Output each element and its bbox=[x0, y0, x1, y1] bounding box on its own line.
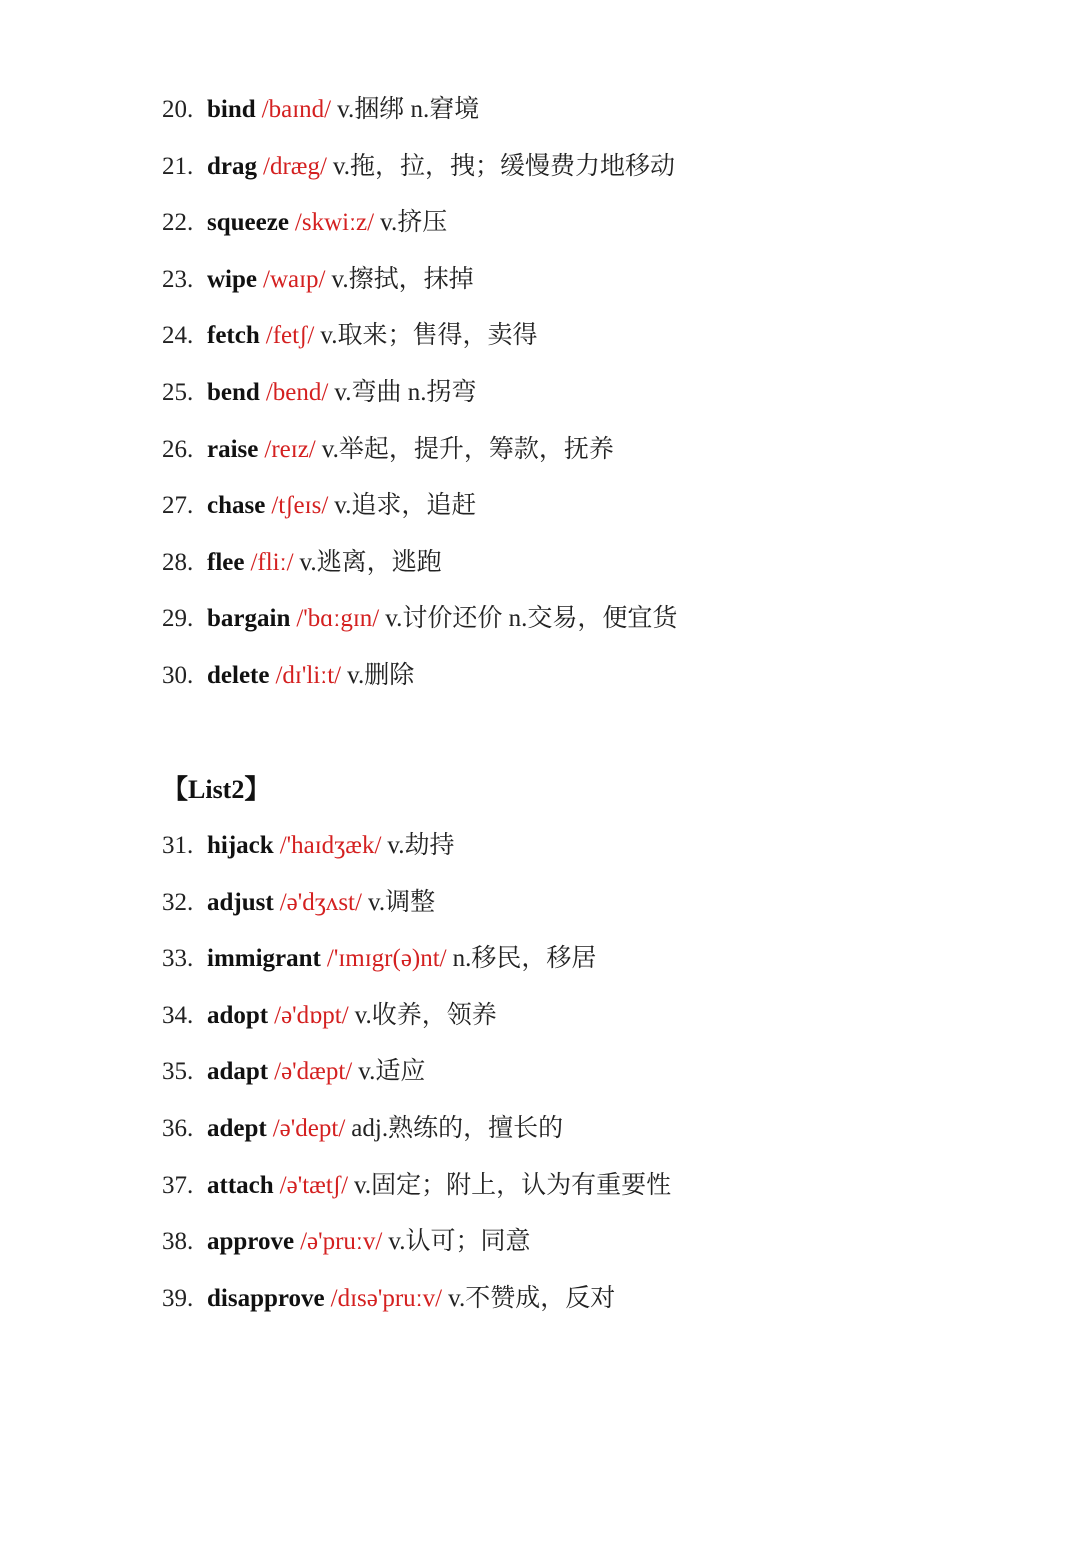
entry-number: 29. bbox=[162, 605, 194, 633]
entry-number: 33. bbox=[162, 945, 194, 973]
entry-definition: v.认可；同意 bbox=[388, 1228, 531, 1256]
vocab-entry bbox=[162, 371, 677, 428]
vocab-entry bbox=[162, 1050, 671, 1107]
entry-phonetic: /bend/ bbox=[265, 378, 329, 406]
entry-phonetic: /skwiːz/ bbox=[294, 209, 375, 237]
entry-word: bargain bbox=[207, 605, 291, 633]
entry-definition: v.调整 bbox=[367, 888, 436, 916]
entry-definition: v.拖，拉，拽；缓慢费力地移动 bbox=[332, 152, 676, 180]
entry-word: raise bbox=[207, 435, 259, 463]
entry-number: 30. bbox=[162, 661, 194, 689]
entry-word: flee bbox=[207, 548, 245, 576]
entry-number: 36. bbox=[162, 1114, 194, 1142]
entry-definition: v.删除 bbox=[347, 661, 415, 689]
entry-word: adopt bbox=[207, 1001, 269, 1029]
entry-word: adjust bbox=[207, 888, 274, 916]
entry-number: 26. bbox=[162, 435, 194, 463]
entry-definition: v.收养，领养 bbox=[354, 1001, 497, 1029]
vocab-entry bbox=[162, 1164, 671, 1221]
entry-phonetic: /ə'dʒʌst/ bbox=[279, 888, 362, 916]
entry-definition: v.取来；售得，卖得 bbox=[320, 322, 538, 350]
entry-phonetic: /'bɑːgɪn/ bbox=[296, 605, 380, 633]
entry-definition: v.举起，提升，筹款，抚养 bbox=[321, 435, 614, 463]
entry-definition: n.移民，移居 bbox=[452, 945, 597, 973]
vocab-entry bbox=[162, 314, 677, 371]
entry-phonetic: /waɪp/ bbox=[263, 265, 326, 293]
entry-word: fetch bbox=[207, 322, 260, 350]
entry-number: 37. bbox=[162, 1171, 194, 1199]
entry-word: adapt bbox=[207, 1058, 269, 1086]
entry-number: 23. bbox=[162, 265, 194, 293]
entry-definition: v.讨价还价 n.交易，便宜货 bbox=[385, 605, 678, 633]
entry-phonetic: /reɪz/ bbox=[264, 435, 316, 463]
entry-number: 34. bbox=[162, 1001, 194, 1029]
entry-phonetic: /'ɪmɪgr(ə)nt/ bbox=[326, 945, 447, 973]
vocab-entry bbox=[162, 201, 677, 258]
entry-word: disapprove bbox=[207, 1284, 325, 1312]
vocab-entry bbox=[162, 654, 677, 711]
vocab-entry bbox=[162, 1220, 671, 1277]
vocab-entry bbox=[162, 428, 677, 485]
entry-number: 38. bbox=[162, 1228, 194, 1256]
entry-definition: v.劫持 bbox=[387, 832, 455, 859]
entry-definition: v.弯曲 n.拐弯 bbox=[334, 378, 477, 406]
vocab-list-1 bbox=[162, 88, 677, 711]
vocab-entry bbox=[162, 881, 671, 938]
list2-heading: 【List2】 bbox=[162, 775, 271, 804]
entry-definition: v.擦拭，抹掉 bbox=[331, 265, 474, 293]
entry-definition: v.逃离，逃跑 bbox=[299, 548, 442, 576]
entry-phonetic: /'haɪdʒæk/ bbox=[279, 832, 382, 859]
entry-definition: v.适应 bbox=[358, 1058, 426, 1086]
entry-phonetic: /tʃeɪs/ bbox=[271, 492, 329, 520]
entry-phonetic: /dɪ'liːt/ bbox=[275, 661, 342, 689]
entry-phonetic: /ə'pruːv/ bbox=[300, 1228, 383, 1256]
entry-number: 22. bbox=[162, 209, 194, 237]
entry-word: chase bbox=[207, 492, 266, 520]
vocab-entry bbox=[162, 1107, 671, 1164]
entry-number: 21. bbox=[162, 152, 194, 180]
entry-definition: v.不赞成，反对 bbox=[448, 1284, 616, 1312]
entry-word: bend bbox=[207, 378, 260, 406]
entry-number: 28. bbox=[162, 548, 194, 576]
entry-number: 25. bbox=[162, 378, 194, 406]
entry-number: 24. bbox=[162, 322, 194, 350]
entry-number: 31. bbox=[162, 832, 194, 859]
entry-phonetic: /ə'dept/ bbox=[272, 1114, 346, 1142]
entry-number: 20. bbox=[162, 96, 194, 123]
entry-word: hijack bbox=[207, 832, 274, 859]
entry-phonetic: /baɪnd/ bbox=[261, 96, 332, 123]
entry-definition: v.追求，追赶 bbox=[334, 492, 477, 520]
entry-definition: v.固定；附上，认为有重要性 bbox=[354, 1171, 672, 1199]
entry-definition: adj.熟练的，擅长的 bbox=[351, 1114, 564, 1142]
entry-word: squeeze bbox=[207, 209, 289, 237]
entry-word: immigrant bbox=[207, 945, 321, 973]
entry-number: 39. bbox=[162, 1284, 194, 1312]
vocab-entry bbox=[162, 597, 677, 654]
vocab-entry bbox=[162, 994, 671, 1051]
entry-number: 32. bbox=[162, 888, 194, 916]
entry-phonetic: /fliː/ bbox=[250, 548, 294, 576]
entry-definition: v.捆绑 n.窘境 bbox=[337, 96, 480, 123]
vocab-list-2 bbox=[162, 824, 671, 1333]
vocab-entry bbox=[162, 541, 677, 598]
vocab-entry bbox=[162, 484, 677, 541]
entry-word: wipe bbox=[207, 265, 257, 293]
entry-word: approve bbox=[207, 1228, 295, 1256]
vocab-entry bbox=[162, 258, 677, 315]
entry-word: attach bbox=[207, 1171, 274, 1199]
entry-word: drag bbox=[207, 152, 257, 180]
entry-number: 27. bbox=[162, 492, 194, 520]
vocab-entry bbox=[162, 88, 677, 145]
entry-word: delete bbox=[207, 661, 270, 689]
entry-phonetic: /fetʃ/ bbox=[265, 322, 315, 350]
vocab-entry bbox=[162, 145, 677, 202]
vocab-entry bbox=[162, 937, 671, 994]
vocab-entry bbox=[162, 824, 671, 881]
entry-phonetic: /dɪsə'pruːv/ bbox=[330, 1284, 443, 1312]
entry-phonetic: /ə'dæpt/ bbox=[274, 1058, 353, 1086]
entry-phonetic: /ə'tætʃ/ bbox=[279, 1171, 349, 1199]
entry-word: adept bbox=[207, 1114, 267, 1142]
entry-phonetic: /dræg/ bbox=[263, 152, 327, 180]
entry-phonetic: /ə'dɒpt/ bbox=[274, 1001, 349, 1029]
entry-word: bind bbox=[207, 96, 256, 123]
vocab-entry bbox=[162, 1277, 671, 1334]
entry-definition: v.挤压 bbox=[380, 209, 448, 237]
entry-number: 35. bbox=[162, 1058, 194, 1086]
